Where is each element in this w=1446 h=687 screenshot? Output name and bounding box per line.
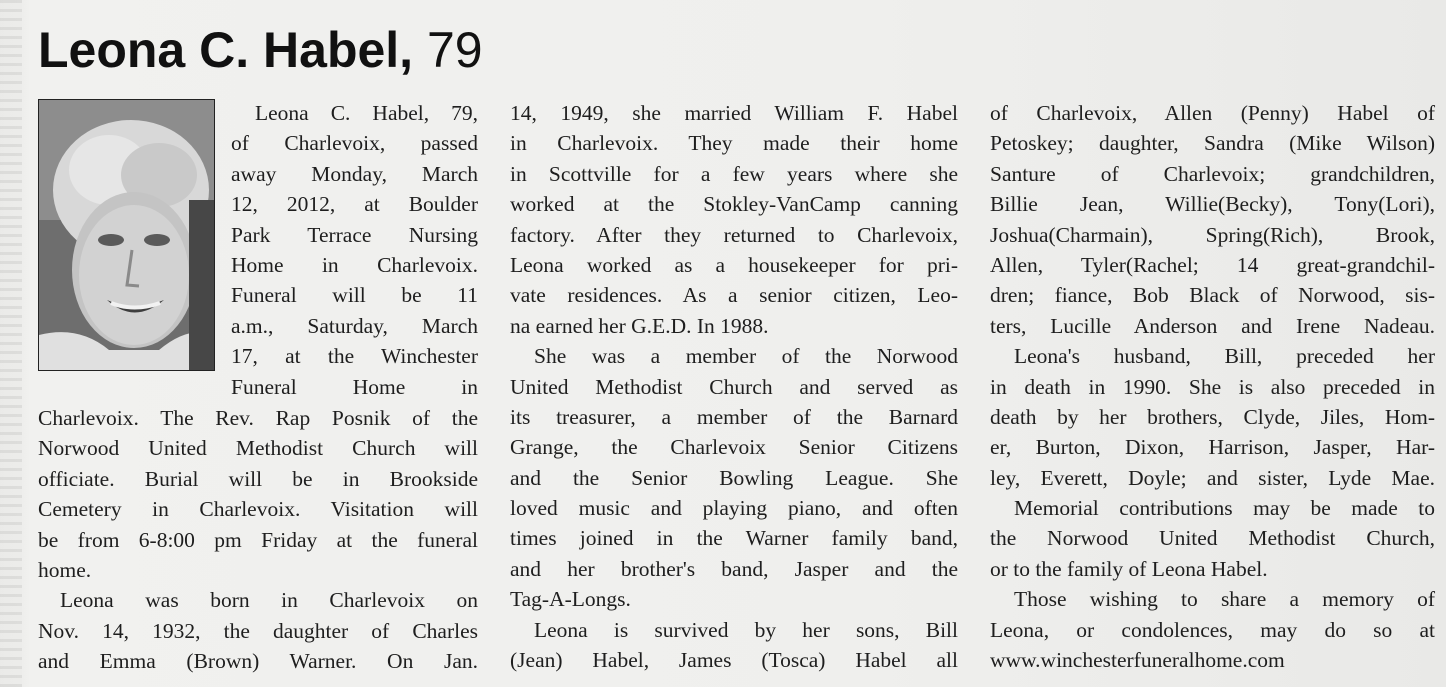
text-line: Funeral Home in: [231, 374, 478, 399]
text-line: Tag-A-Longs.: [510, 587, 631, 612]
text-line: Park Terrace Nursing: [231, 222, 478, 247]
text-line: Nov. 14, 1932, the daughter of Charles: [38, 618, 478, 643]
text-line: Leona was born in Charlevoix on: [60, 588, 478, 613]
obituary-headline: [38, 18, 483, 82]
text-line: 12, 2012, at Boulder: [231, 192, 478, 217]
text-line: dren; fiance, Bob Black of Norwood, sis-: [990, 283, 1435, 308]
text-line: Grange, the Charlevoix Senior Citizens: [510, 435, 958, 460]
text-line: death by her brothers, Clyde, Jiles, Hom-: [990, 404, 1435, 429]
text-line: officiate. Burial will be in Brookside: [38, 466, 478, 491]
text-line: ley, Everett, Doyle; and sister, Lyde Mae.: [990, 465, 1435, 490]
portrait-photo-image: [39, 100, 214, 370]
text-line: (Jean) Habel, James (Tosca) Habel all: [510, 648, 958, 673]
text-line: the Norwood United Methodist Church,: [990, 526, 1435, 551]
text-line: Leona C. Habel, 79,: [255, 101, 478, 125]
text-line: of Charlevoix, passed: [231, 131, 478, 156]
text-line: be from 6-8:00 pm Friday at the funeral: [38, 527, 478, 552]
text-line: 17, at the Winchester: [231, 344, 478, 369]
text-line: a.m., Saturday, March: [231, 313, 478, 338]
text-line: away Monday, March: [231, 161, 478, 186]
text-line: of Charlevoix, Allen (Penny) Habel of: [990, 101, 1435, 125]
text-line: Charlevoix. The Rev. Rap Posnik of the: [38, 406, 478, 430]
text-line: www.winchesterfuneralhome.com: [990, 648, 1285, 673]
text-line: Allen, Tyler(Rachel; 14 great-grandchil-: [990, 252, 1435, 277]
text-line: Leona, or condolences, may do so at: [990, 617, 1435, 642]
text-line: Funeral will be 11: [231, 283, 478, 308]
column-2: [510, 98, 958, 675]
text-line: and her brother's band, Jasper and the: [510, 556, 958, 581]
text-line: loved music and playing piano, and often: [510, 496, 958, 521]
text-line: Those wishing to share a memory of: [1014, 587, 1435, 612]
text-line: in Charlevoix. They made their home: [510, 131, 958, 156]
text-line: its treasurer, a member of the Barnard: [510, 404, 958, 429]
text-line: United Methodist Church and served as: [510, 374, 958, 399]
portrait-photo: [38, 99, 215, 371]
text-line: er, Burton, Dixon, Harrison, Jasper, Har-: [990, 435, 1435, 460]
text-line: 14, 1949, she married William F. Habel: [510, 101, 958, 125]
text-line: Norwood United Methodist Church will: [38, 436, 478, 461]
text-line: Leona's husband, Bill, preceded her: [1014, 344, 1435, 369]
text-line: and Emma (Brown) Warner. On Jan.: [38, 649, 478, 674]
text-line: Leona worked as a housekeeper for pri-: [510, 252, 958, 277]
text-line: in Scottville for a few years where she: [510, 161, 958, 186]
text-line: Joshua(Charmain), Spring(Rich), Brook,: [990, 222, 1435, 247]
text-line: She was a member of the Norwood: [534, 344, 958, 369]
text-line: worked at the Stokley-VanCamp canning: [510, 192, 958, 217]
headline-name: Leona C. Habel,: [38, 22, 414, 78]
text-line: Leona is survived by her sons, Bill: [534, 617, 958, 642]
text-line: Petoskey; daughter, Sandra (Mike Wilson): [990, 131, 1435, 156]
text-line: home.: [38, 557, 92, 582]
column-1-below-photo: [38, 403, 478, 677]
text-line: Santure of Charlevoix; grandchildren,: [990, 161, 1435, 186]
text-line: Cemetery in Charlevoix. Visitation will: [38, 497, 478, 522]
text-line: vate residences. As a senior citizen, Leo-: [510, 283, 958, 308]
column-3: [990, 98, 1435, 675]
clipping-left-edge: [0, 0, 22, 687]
text-line: na earned her G.E.D. In 1988.: [510, 313, 769, 338]
text-line: and the Senior Bowling League. She: [510, 465, 958, 490]
column-1-beside-photo: [231, 98, 478, 402]
text-line: Home in Charlevoix.: [231, 252, 478, 277]
headline-age: 79: [426, 22, 483, 78]
text-line: Billie Jean, Willie(Becky), Tony(Lori),: [990, 192, 1435, 217]
text-line: or to the family of Leona Habel.: [990, 556, 1268, 581]
text-line: in death in 1990. She is also preceded in: [990, 374, 1435, 399]
text-line: times joined in the Warner family band,: [510, 526, 958, 551]
text-line: Memorial contributions may be made to: [1014, 496, 1435, 521]
text-line: ters, Lucille Anderson and Irene Nadeau.: [990, 313, 1435, 338]
text-line: factory. After they returned to Charlevoix,: [510, 222, 958, 247]
